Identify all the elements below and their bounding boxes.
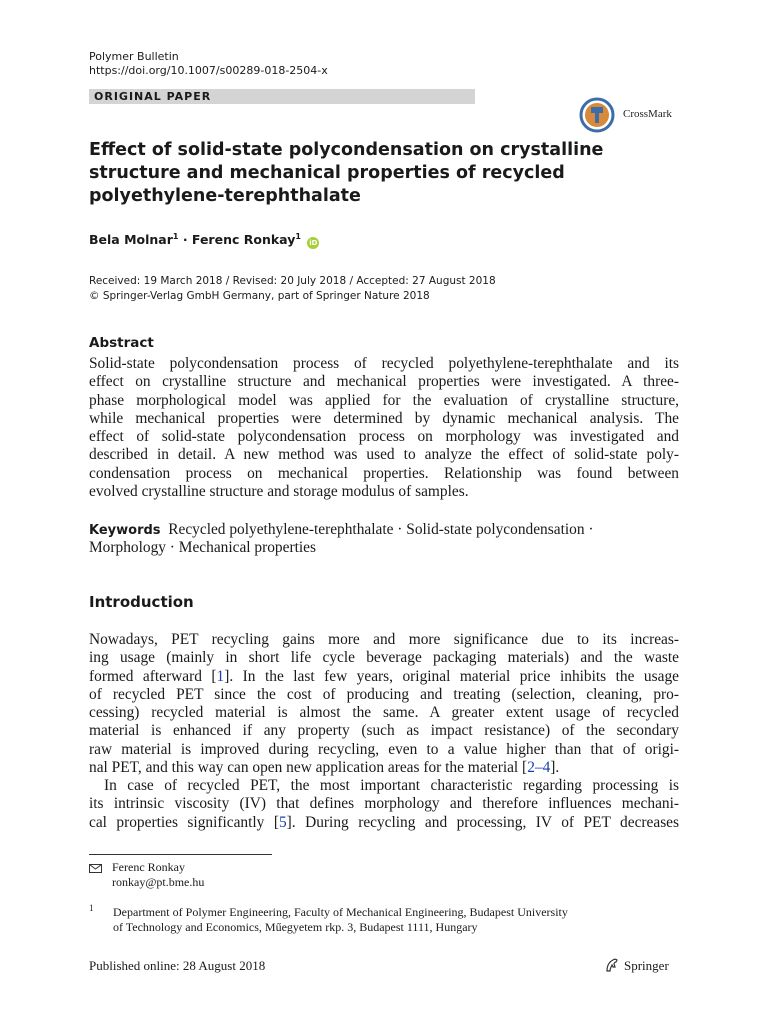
abstract-text [89, 355, 679, 501]
footnote-divider [89, 854, 272, 855]
corresponding-name: Ferenc Ronkay [112, 860, 185, 874]
body-line: of recycled PET since the cost of producing and treating (selection, cleaning, pro- [89, 685, 679, 703]
article-history: Received: 19 March 2018 / Revised: 20 July 2018 / Accepted: 27 August 2018 [89, 275, 496, 287]
abstract-line: evolved crystalline structure and storage modulus of samples. [89, 483, 469, 501]
body-line: cal properties significantly [5]. During recycling and processing, IV of PET decreases [89, 813, 679, 831]
citation-link[interactable]: 1 [216, 667, 225, 685]
orcid-icon[interactable]: iD [309, 239, 318, 248]
abstract-heading: Abstract [89, 335, 154, 351]
title-line: polyethylene-terephthalate [89, 186, 361, 206]
envelope-icon [89, 864, 102, 873]
keywords-label: Keywords [89, 523, 161, 538]
crossmark-label: CrossMark [623, 108, 672, 120]
author-separator: · [178, 232, 192, 248]
author-list [89, 232, 319, 249]
body-line: its intrinsic viscosity (IV) that defines morphology and therefore influences mechani- [89, 795, 679, 813]
crossmark-icon [579, 97, 617, 133]
copyright-line: © Springer-Verlag GmbH Germany, part of Springer Nature 2018 [89, 290, 430, 302]
author-name: Bela Molnar [89, 232, 173, 248]
keywords-block [89, 521, 679, 558]
introduction-paragraph-2 [89, 777, 679, 832]
body-line: nal PET, and this way can open new application areas for the material [2–4]. [89, 759, 560, 777]
springer-horse-icon [604, 957, 620, 973]
citation-link[interactable]: 5 [278, 813, 287, 831]
keywords-line: Recycled polyethylene-terephthalate · Solid-state polycondensation · [168, 521, 594, 538]
paper-title [89, 139, 609, 208]
body-line: Nowadays, PET recycling gains more and more significance due to its increas- [89, 631, 679, 648]
abstract-line: Solid-state polycondensation process of recycled polyethylene-terephthalate and its [89, 355, 679, 372]
journal-name: Polymer Bulletin [89, 50, 179, 63]
abstract-line: described in detail. A new method was used to analyze the effect of solid-state poly- [89, 446, 679, 464]
abstract-line: phase morphological model was applied for the evaluation of crystalline structure, [89, 391, 679, 409]
citation-link[interactable]: 2–4 [527, 759, 551, 777]
article-dates [89, 274, 496, 304]
affiliation [113, 905, 568, 935]
keywords-line: Morphology · Mechanical properties [89, 539, 316, 557]
abstract-line: while mechanical properties were determined by dynamic mechanical analysis. The [89, 409, 679, 427]
affiliation-marker: 1 [295, 232, 301, 241]
body-line: cessing) recycled material is almost the same. A greater extent usage of recycled [89, 704, 679, 722]
abstract-line: effect on crystalline structure and mechanical properties were investigated. A three- [89, 373, 679, 391]
title-line: Effect of solid-state polycondensation on crystalline [89, 140, 604, 160]
publisher-name: Springer [624, 958, 669, 973]
affiliation-number: 1 [89, 903, 94, 913]
title-line: structure and mechanical properties of recycled [89, 163, 565, 183]
abstract-line: effect of solid-state polycondensation process on morphology was investigated and [89, 428, 679, 446]
doi-link[interactable]: https://doi.org/10.1007/s00289-018-2504-x [89, 64, 328, 77]
affiliation-line: Department of Polymer Engineering, Faculty of Mechanical Engineering, Budapest University [113, 905, 568, 919]
body-line: material is enhanced if any property (such as impact resistance) of the secondary [89, 722, 679, 740]
corresponding-author [112, 860, 204, 890]
abstract-line: condensation process on mechanical properties. Relationship was found between [89, 464, 679, 482]
body-line: ing usage (mainly in short life cycle beverage packaging materials) and the waste [89, 649, 679, 667]
article-type-bar [89, 89, 475, 104]
introduction-paragraph-1 [89, 631, 679, 777]
journal-header [89, 50, 328, 78]
publisher-logo [604, 957, 669, 974]
body-line: raw material is improved during recycling, even to a value higher than that of origi- [89, 740, 679, 758]
crossmark-badge[interactable] [579, 97, 699, 133]
section-heading-introduction: Introduction [89, 593, 194, 611]
article-type-label: ORIGINAL PAPER [94, 90, 212, 103]
author-name: Ferenc Ronkay [191, 232, 296, 248]
affiliation-line: of Technology and Economics, Műegyetem rkp. 3, Budapest 1111, Hungary [113, 920, 478, 934]
body-line: In case of recycled PET, the most important characteristic regarding processing is [104, 777, 679, 794]
corresponding-email[interactable]: ronkay@pt.bme.hu [112, 875, 205, 889]
published-date: Published online: 28 August 2018 [89, 958, 266, 973]
affiliation-marker: 1 [172, 232, 179, 241]
body-line: formed afterward [1]. In the last few years, original material price inhibits the usage [89, 667, 679, 685]
